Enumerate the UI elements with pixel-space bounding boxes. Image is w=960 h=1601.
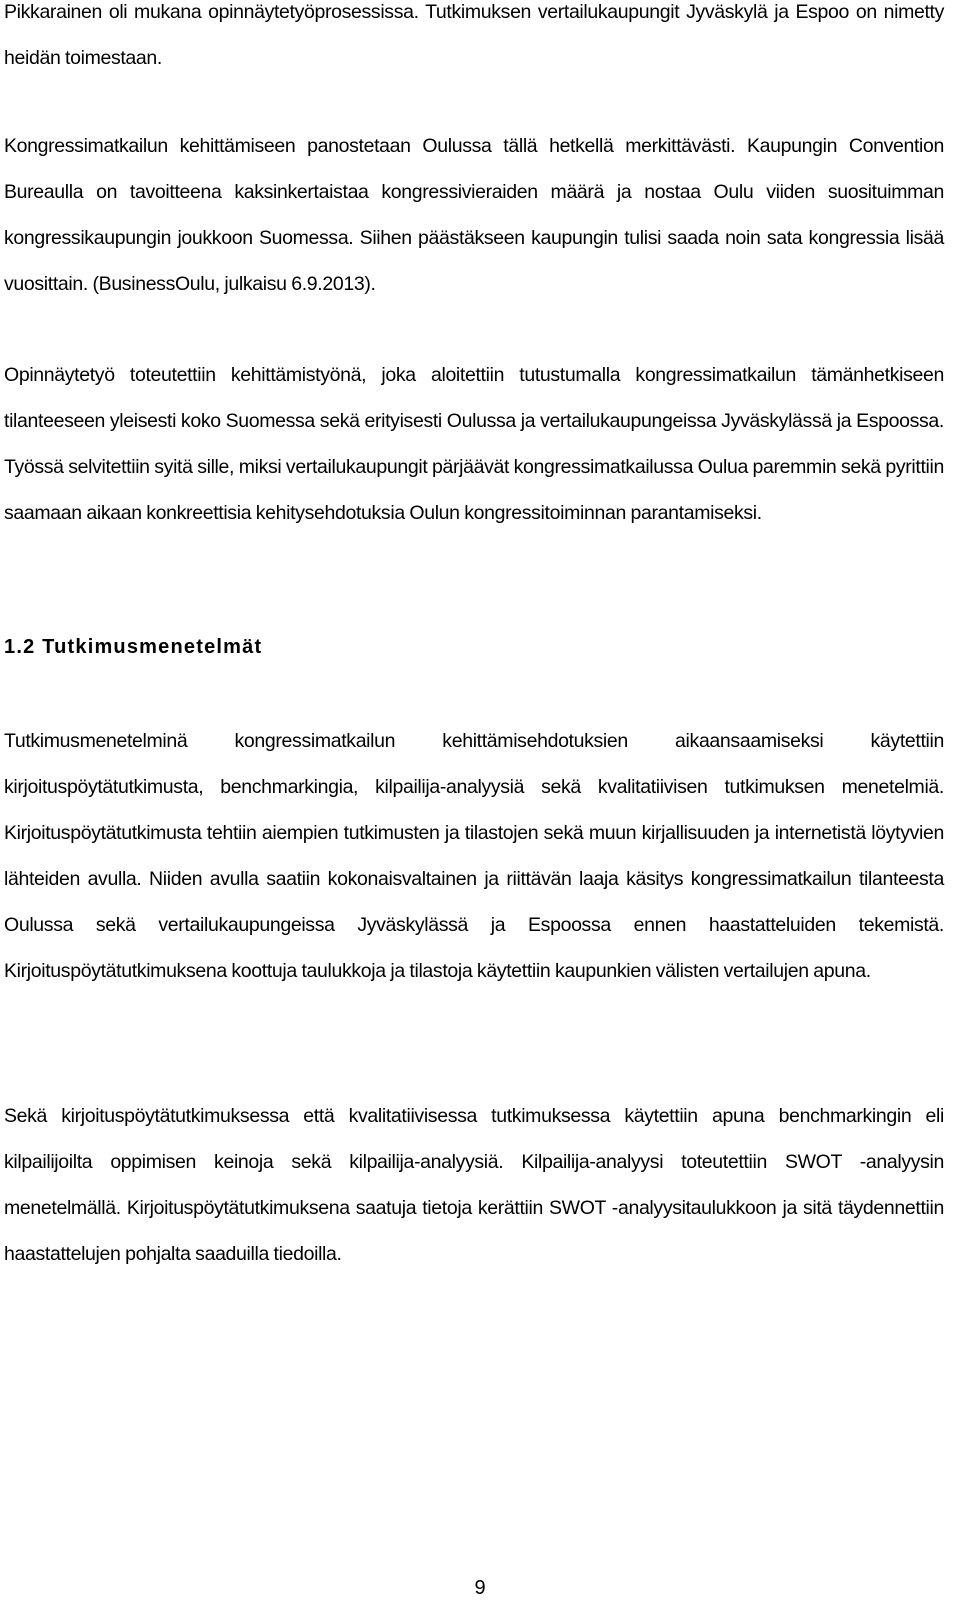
paragraph-benchmarking-swot: Sekä kirjoituspöytätutkimuksessa että kvalitatiivisessa tutkimuksessa käytettiin apuna benchmarkingin eli kilpailijoilta oppimisen keinoja sekä kilpailija-analyysiä. Kilpailija-analyysi toteutettiin SWOT -analyysin menetelmällä. Kirjoituspöytätutkimuksena saatuja tietoja kerättiin SWOT -analyysitaulukkoon ja sitä täydennettiin haastattelujen pohjalta saaduilla tiedoilla. — [4, 1105, 944, 1265]
paragraph-congress-tourism: Kongressimatkailun kehittämiseen panostetaan Oulussa tällä hetkellä merkittävästi. Kaupungin Convention Bureaulla on tavoitteena kaksinkertaistaa kongressivieraiden määrä ja nostaa Oulu viiden suosituimman kongressikaupungin joukkoon Suomessa. Siihen päästäkseen kaupungin tulisi saada noin sata kongressia lisää vuosittain. (BusinessOulu, julkaisu 6.9.2013). — [4, 135, 944, 295]
paragraph-intro: Pikkarainen oli mukana opinnäytetyöprosessissa. Tutkimuksen vertailukaupungit Jyväskylä ja Espoo on nimetty heidän toimestaan. — [4, 1, 944, 69]
section-heading: 1.2 Tutkimusmenetelmät — [4, 636, 263, 658]
page-number: 9 — [474, 1577, 486, 1599]
paragraph-thesis-implementation: Opinnäytetyö toteutettiin kehittämistyönä, joka aloitettiin tutustumalla kongressimatkailun tämänhetkiseen tilanteeseen yleisesti koko Suomessa sekä erityisesti Oulussa ja vertailukaupungeissa Jyväskylässä ja Espoossa. Työssä selvitettiin syitä sille, miksi vertailukaupungit pärjäävät kongressimatkailussa Oulua paremmin sekä pyrittiin saamaan aikaan konkreettisia kehitysehdotuksia Oulun kongressitoiminnan parantamiseksi. — [4, 364, 944, 524]
paragraph-research-methods: Tutkimusmenetelminä kongressimatkailun kehittämisehdotuksien aikaansaamiseksi käytettiin kirjoituspöytätutkimusta, benchmarkingia, kilpailija-analyysiä sekä kvalitatiivisen tutkimuksen menetelmiä. Kirjoituspöytätutkimusta tehtiin aiempien tutkimusten ja tilastojen sekä muun kirjallisuuden ja internetistä löytyvien lähteiden avulla. Niiden avulla saatiin kokonaisvaltainen ja riittävän laaja käsitys kongressimatkailun tilanteesta Oulussa sekä vertailukaupungeissa Jyväskylässä ja Espoossa ennen haastatteluiden tekemistä. Kirjoituspöytätutkimuksena koottuja taulukkoja ja tilastoja käytettiin kaupunkien välisten vertailujen apuna. — [4, 730, 944, 982]
